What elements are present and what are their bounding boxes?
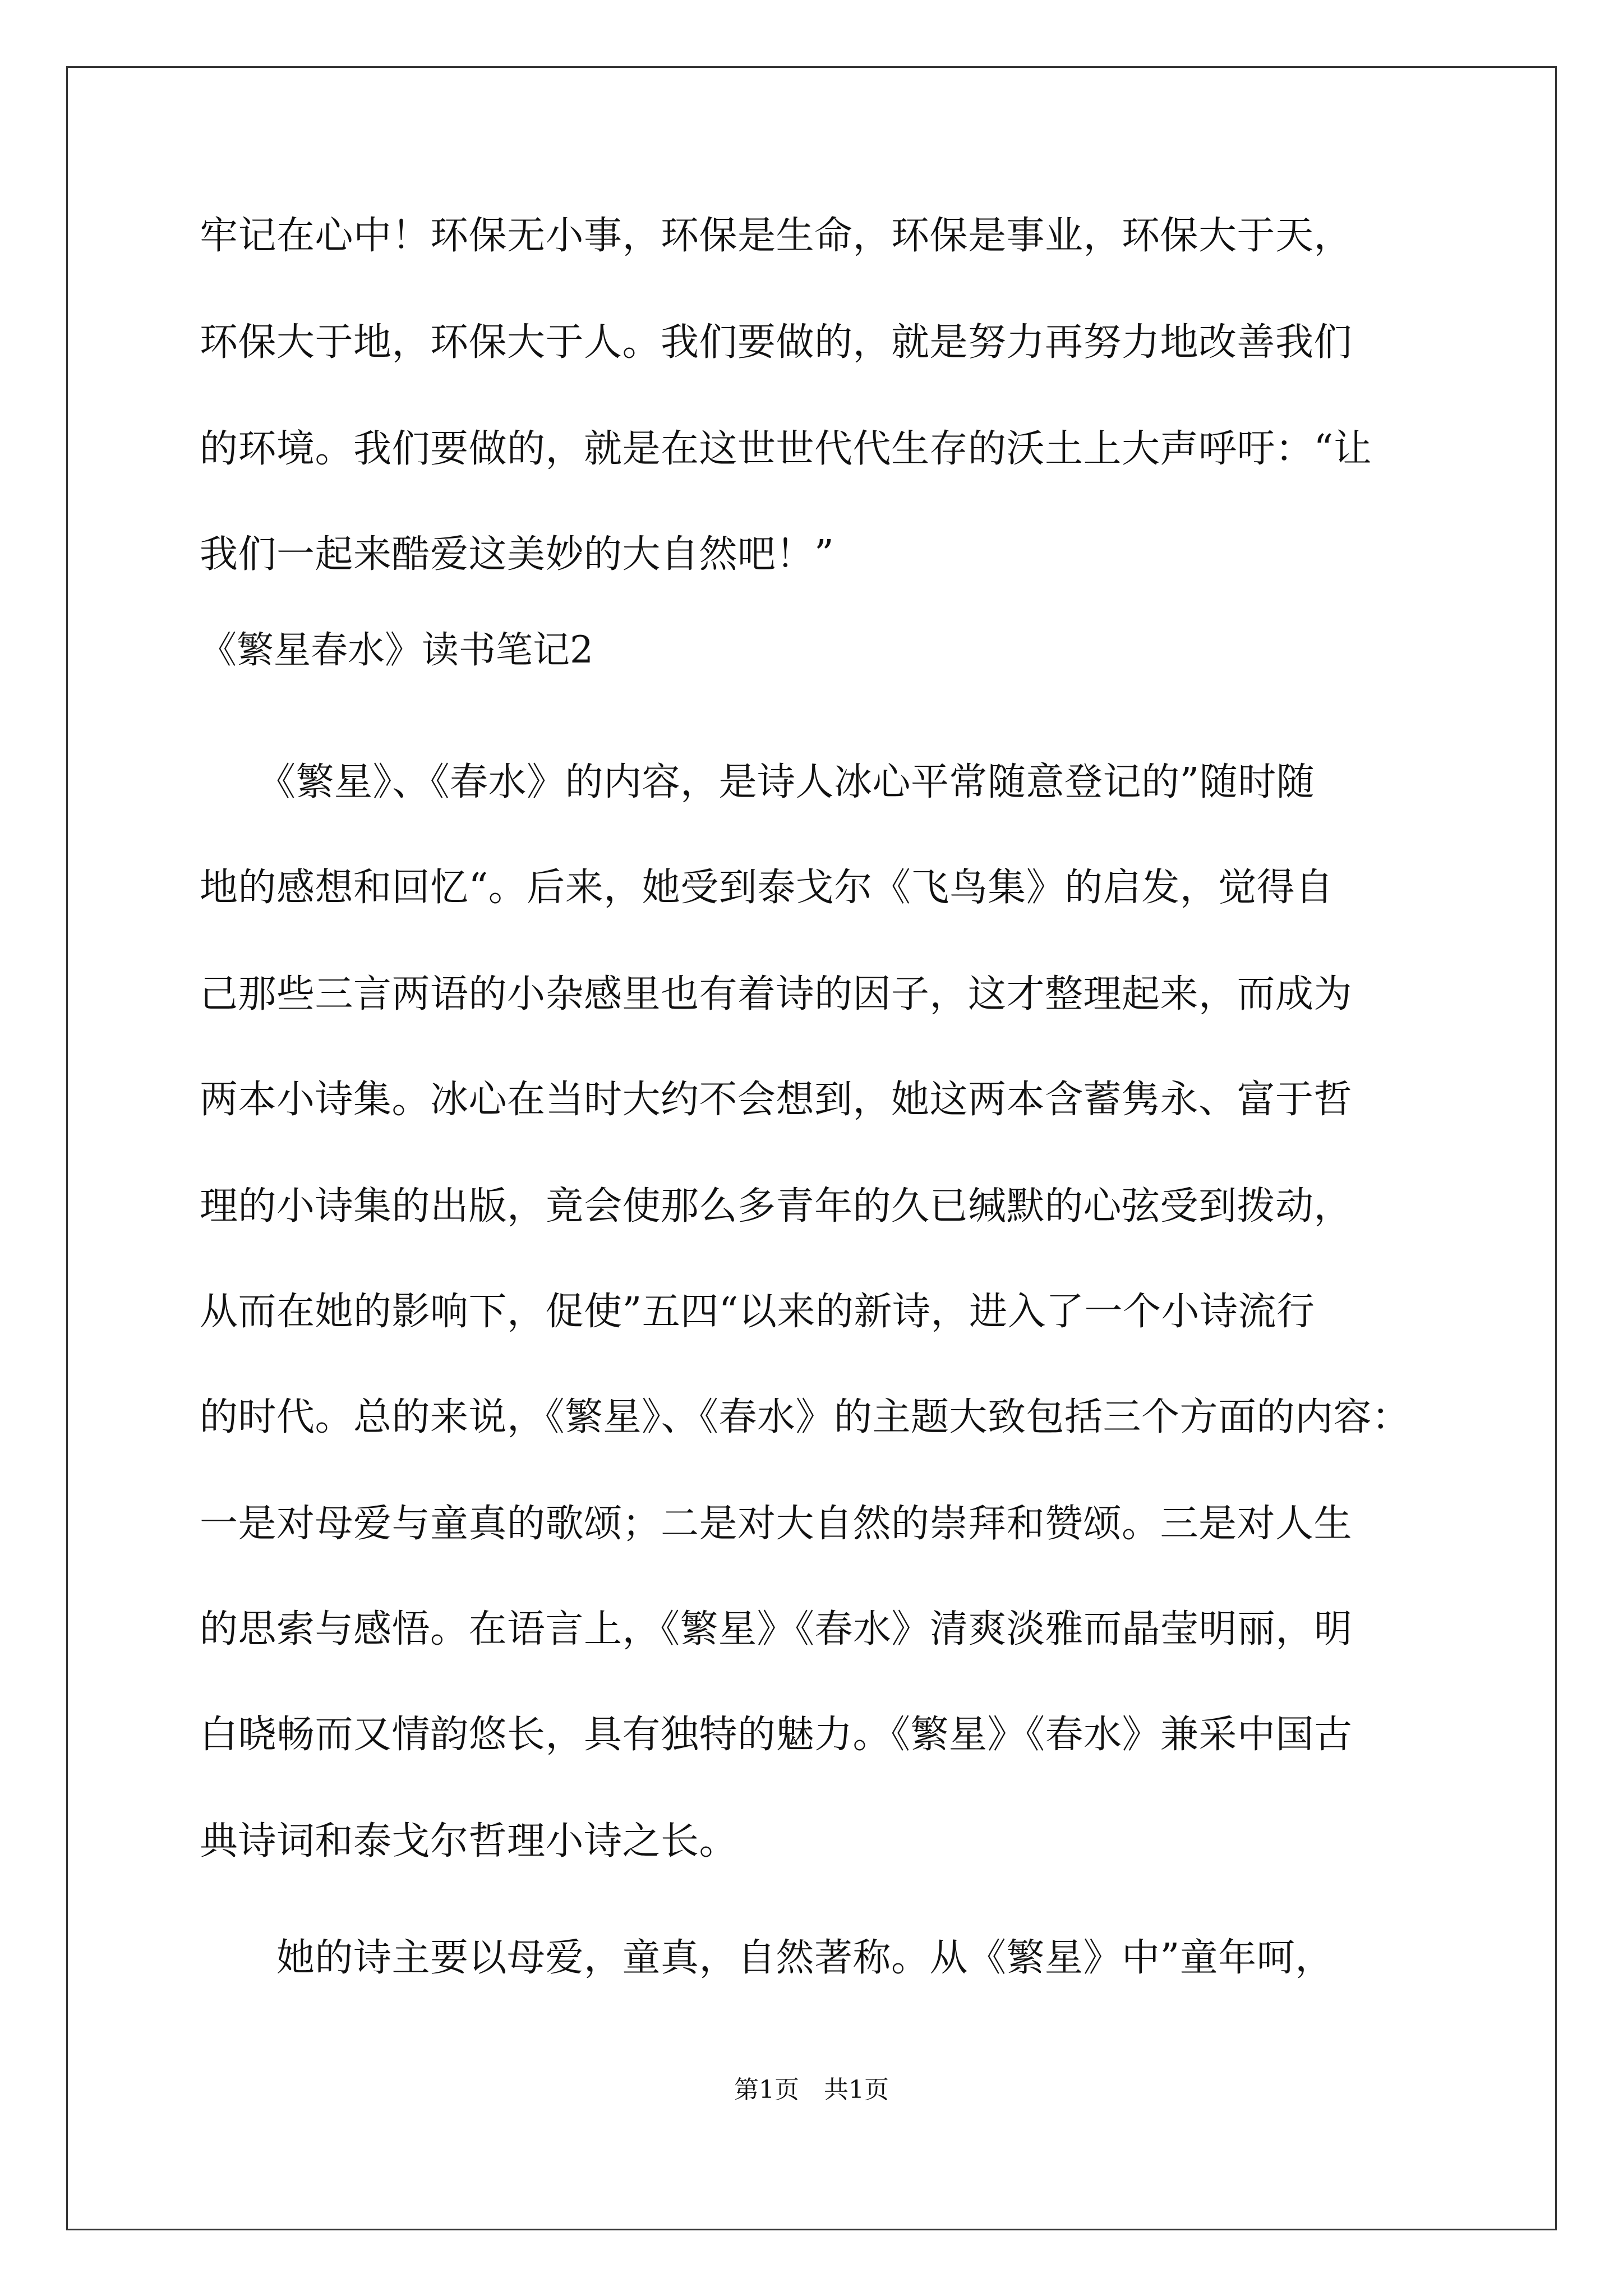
page-border [66,66,1557,2230]
paragraph-line: 的时代。总的来说，《繁星》、《春水》的主题大致包括三个方面的内容： [200,1395,1410,1439]
paragraph-line: 己那些三言两语的小杂感里也有着诗的因子，这才整理起来，而成为 [200,972,1353,1016]
text-line: 我们一起来酷爱这美妙的大自然吧！” [200,532,834,577]
paragraph-line: 她的诗主要以母爱，童真，自然著称。从《繁星》中”童年呵， [200,1936,1334,1980]
section-title: 《繁星春水》读书笔记2 [200,628,593,671]
text-line: 环保大于地，环保大于人。我们要做的，就是努力再努力地改善我们 [200,320,1353,365]
paragraph-line: 理的小诗集的出版，竟会使那么多青年的久已缄默的心弦受到拨动， [200,1184,1353,1228]
paragraph-line: 地的感想和回忆“。后来，她受到泰戈尔《飞鸟集》的启发，觉得自 [200,866,1334,910]
paragraph-line: 《繁星》、《春水》的内容，是诗人冰心平常随意登记的”随时随 [200,760,1315,804]
paragraph-line: 白晓畅而又情韵悠长，具有独特的魅力。《繁星》《春水》兼采中国古 [200,1713,1353,1757]
paragraph-line: 的思索与感悟。在语言上，《繁星》《春水》清爽淡雅而晶莹明丽，明 [200,1607,1353,1651]
paragraph-line: 两本小诗集。冰心在当时大约不会想到，她这两本含蓄隽永、富于哲 [200,1078,1353,1122]
text-line: 牢记在心中！环保无小事，环保是生命，环保是事业，环保大于天， [200,214,1353,258]
paragraph-line: 一是对母爱与童真的歌颂；二是对大自然的崇拜和赞颂。三是对人生 [200,1502,1353,1546]
text-line: 的环境。我们要做的，就是在这世世代代生存的沃土上大声呼吁：“让 [200,427,1372,471]
paragraph-line: 从而在她的影响下，促使”五四“以来的新诗，进入了一个小诗流行 [200,1290,1315,1334]
paragraph-line: 典诗词和泰戈尔哲理小诗之长。 [200,1819,738,1864]
page-footer: 第1页 共1页 [734,2076,889,2104]
